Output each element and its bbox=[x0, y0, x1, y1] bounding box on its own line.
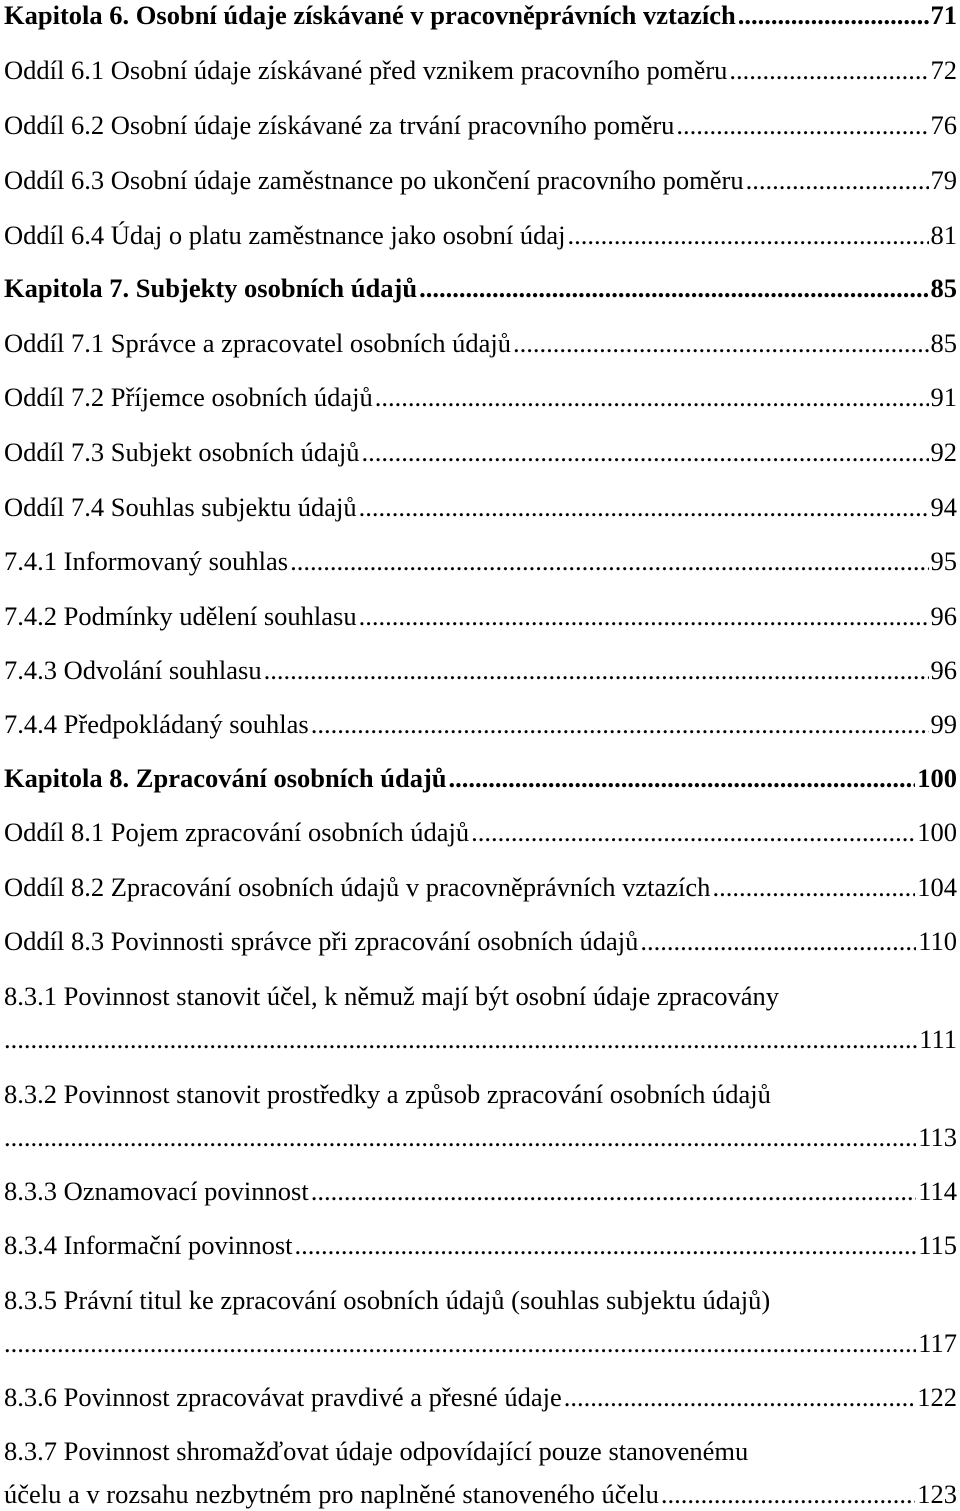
toc-entry-label: Oddíl 8.2 Zpracování osobních údajů v pracovněprávních vztazích bbox=[4, 872, 711, 902]
toc-entry-page: 92 bbox=[930, 437, 957, 467]
dot-leader bbox=[290, 544, 928, 578]
toc-entry-page: 81 bbox=[930, 220, 957, 250]
dot-leader bbox=[449, 761, 916, 795]
toc-entry[interactable] bbox=[4, 326, 957, 360]
dot-leader bbox=[729, 53, 928, 87]
toc-entry-label: Kapitola 7. Subjekty osobních údajů bbox=[4, 273, 418, 303]
toc-entry[interactable] bbox=[4, 653, 957, 687]
toc-entry-label: Oddíl 6.3 Osobní údaje zaměstnance po ukončení pracovního poměru bbox=[4, 165, 744, 195]
toc-entry-page: 72 bbox=[930, 55, 957, 85]
dot-leader bbox=[359, 490, 929, 524]
toc-entry-label: Oddíl 7.3 Subjekt osobních údajů bbox=[4, 437, 360, 467]
dot-leader bbox=[676, 108, 928, 142]
toc-entry-page: 85 bbox=[930, 273, 957, 303]
toc-entry-page: 122 bbox=[917, 1382, 957, 1412]
toc-entry-label: Oddíl 8.3 Povinnosti správce při zpracování osobních údajů bbox=[4, 926, 639, 956]
toc-entry[interactable] bbox=[4, 870, 957, 904]
toc-entry[interactable] bbox=[4, 1228, 957, 1262]
toc-entry-label: 7.4.1 Informovaný souhlas bbox=[4, 546, 289, 576]
toc-entry[interactable] bbox=[4, 1477, 957, 1511]
toc-entry-page: 115 bbox=[918, 1230, 957, 1260]
toc-entry[interactable] bbox=[4, 0, 957, 32]
toc-entry-page: 94 bbox=[930, 492, 957, 522]
dot-leader bbox=[564, 1380, 915, 1414]
toc-entry[interactable] bbox=[4, 1174, 957, 1208]
toc-entry[interactable] bbox=[4, 163, 957, 197]
toc-entry-page: 111 bbox=[919, 1024, 957, 1054]
toc-entry[interactable] bbox=[4, 218, 957, 252]
dot-leader bbox=[419, 271, 928, 305]
toc-entry-label: účelu a v rozsahu nezbytném pro naplněné stanoveného účelu bbox=[4, 1479, 659, 1509]
dot-leader bbox=[471, 815, 915, 849]
toc-entry-first-line[interactable]: 8.3.5 Právní titul ke zpracování osobních údajů (souhlas subjektu údajů) bbox=[4, 1285, 771, 1315]
dot-leader bbox=[295, 1228, 917, 1262]
dot-leader bbox=[738, 0, 929, 32]
toc-entry-page: 76 bbox=[930, 110, 957, 140]
toc-entry-page: 117 bbox=[918, 1328, 957, 1358]
dot-leader bbox=[712, 870, 915, 904]
toc-entry-first-line[interactable]: 8.3.2 Povinnost stanovit prostředky a způsob zpracování osobních údajů bbox=[4, 1079, 771, 1109]
toc-entry-page: 79 bbox=[930, 165, 957, 195]
toc-entry-label: Oddíl 6.4 Údaj o platu zaměstnance jako osobní údaj bbox=[4, 220, 566, 250]
toc-entry[interactable] bbox=[4, 435, 957, 469]
toc-entry[interactable] bbox=[4, 53, 957, 87]
toc-entry[interactable] bbox=[4, 490, 957, 524]
dot-leader bbox=[375, 380, 929, 414]
toc-entry[interactable] bbox=[4, 599, 957, 633]
toc-entry-label: 8.3.6 Povinnost zpracovávat pravdivé a přesné údaje bbox=[4, 1382, 562, 1412]
toc-entry-label: Oddíl 7.4 Souhlas subjektu údajů bbox=[4, 492, 357, 522]
dot-leader bbox=[311, 707, 929, 741]
toc-entry[interactable] bbox=[4, 815, 957, 849]
toc-entry-first-line[interactable]: 8.3.1 Povinnost stanovit účel, k němuž mají být osobní údaje zpracovány bbox=[4, 981, 779, 1011]
toc-entry-page: 110 bbox=[918, 926, 957, 956]
toc-entry-label: 8.3.3 Oznamovací povinnost bbox=[4, 1176, 309, 1206]
toc-entry-label: Oddíl 7.2 Příjemce osobních údajů bbox=[4, 382, 373, 412]
toc-entry-page: 100 bbox=[917, 817, 957, 847]
toc-entry-page: 71 bbox=[930, 0, 957, 30]
toc-entry[interactable] bbox=[4, 707, 957, 741]
toc-entry[interactable] bbox=[4, 380, 957, 414]
toc-entry-page: 100 bbox=[917, 763, 957, 793]
toc-entry-label: 7.4.3 Odvolání souhlasu bbox=[4, 655, 262, 685]
toc-entry-label: Oddíl 6.2 Osobní údaje získávané za trvání pracovního poměru bbox=[4, 110, 675, 140]
toc-entry-page: 113 bbox=[918, 1122, 957, 1152]
toc-entry[interactable] bbox=[4, 544, 957, 578]
toc-entry[interactable] bbox=[4, 1022, 957, 1056]
toc-entry-label: Kapitola 6. Osobní údaje získávané v pracovněprávních vztazích bbox=[4, 0, 736, 30]
toc-entry[interactable] bbox=[4, 1120, 957, 1154]
toc-entry-page: 96 bbox=[930, 601, 957, 631]
dot-leader bbox=[362, 435, 929, 469]
toc-entry-label: Oddíl 6.1 Osobní údaje získávané před vznikem pracovního poměru bbox=[4, 55, 728, 85]
toc-entry[interactable] bbox=[4, 1380, 957, 1414]
dot-leader bbox=[359, 599, 929, 633]
toc-entry[interactable] bbox=[4, 761, 957, 795]
dot-leader bbox=[4, 1022, 917, 1056]
toc-entry-page: 91 bbox=[930, 382, 957, 412]
toc-entry-label: 7.4.2 Podmínky udělení souhlasu bbox=[4, 601, 357, 631]
toc-entry[interactable] bbox=[4, 108, 957, 142]
toc-entry[interactable] bbox=[4, 1326, 957, 1360]
dot-leader bbox=[264, 653, 929, 687]
dot-leader bbox=[661, 1477, 915, 1511]
toc-entry-label: 8.3.4 Informační povinnost bbox=[4, 1230, 293, 1260]
dot-leader bbox=[311, 1174, 917, 1208]
toc-entry-page: 99 bbox=[930, 709, 957, 739]
dot-leader bbox=[4, 1120, 916, 1154]
toc-entry-label: Kapitola 8. Zpracování osobních údajů bbox=[4, 763, 447, 793]
dot-leader bbox=[568, 218, 929, 252]
dot-leader bbox=[4, 1326, 916, 1360]
toc-entry-first-line[interactable]: 8.3.7 Povinnost shromažďovat údaje odpovídající pouze stanovenému bbox=[4, 1436, 749, 1466]
toc-entry-label: 7.4.4 Předpokládaný souhlas bbox=[4, 709, 309, 739]
toc-entry-page: 114 bbox=[918, 1176, 957, 1206]
toc-entry[interactable] bbox=[4, 271, 957, 305]
toc-entry-label: Oddíl 8.1 Pojem zpracování osobních údajů bbox=[4, 817, 470, 847]
toc-entry-page: 96 bbox=[930, 655, 957, 685]
toc-entry[interactable] bbox=[4, 924, 957, 958]
toc-entry-page: 85 bbox=[930, 328, 957, 358]
toc-entry-page: 95 bbox=[930, 546, 957, 576]
toc-entry-page: 123 bbox=[917, 1479, 957, 1509]
dot-leader bbox=[513, 326, 928, 360]
toc-entry-label: Oddíl 7.1 Správce a zpracovatel osobních údajů bbox=[4, 328, 512, 358]
dot-leader bbox=[746, 163, 929, 197]
dot-leader bbox=[640, 924, 916, 958]
toc-entry-page: 104 bbox=[917, 872, 957, 902]
